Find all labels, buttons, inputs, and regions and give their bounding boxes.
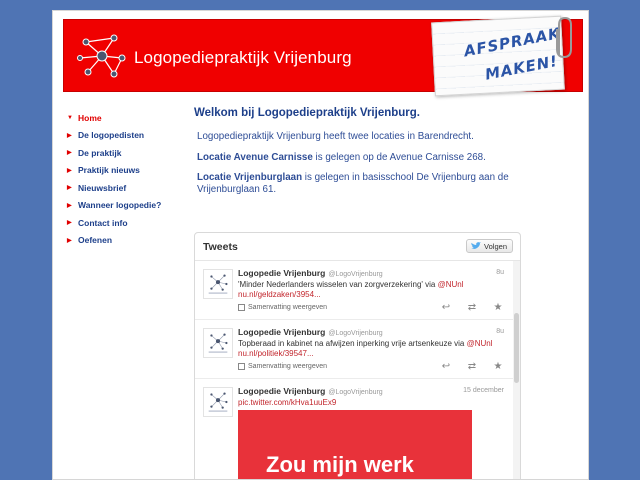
network-logo-icon[interactable] <box>74 30 130 82</box>
sidebar-item-nieuws[interactable] <box>67 162 187 180</box>
avatar[interactable] <box>203 328 233 358</box>
sidebar-item-label: Wanneer logopedie? <box>78 200 162 211</box>
sidebar-nav <box>67 109 187 249</box>
sidebar-item-label: Nieuwsbrief <box>78 182 127 193</box>
show-summary-link[interactable] <box>238 304 327 311</box>
tweet-time[interactable]: 15 december <box>463 387 504 394</box>
sidebar-item-label: Praktijk nieuws <box>78 165 140 176</box>
twitter-bird-icon <box>471 242 481 250</box>
appointment-note-button[interactable] <box>431 16 565 97</box>
sidebar-item-nieuwsbrief[interactable] <box>67 179 187 197</box>
main-content <box>194 107 524 204</box>
summary-icon <box>238 363 245 370</box>
tweet-mention-link[interactable]: @NUnl <box>437 280 464 289</box>
tweet-actions <box>440 361 504 372</box>
triangle-right-icon: ▶ <box>67 150 72 157</box>
retweet-icon[interactable]: ⇄ <box>467 361 477 372</box>
tweet-time[interactable]: 8u <box>496 269 504 276</box>
sidebar-item-label: De logopedisten <box>78 130 145 141</box>
location-paragraph-1 <box>197 152 527 164</box>
tweet-author-name: Logopedie Vrijenburg <box>238 386 326 396</box>
avatar[interactable] <box>203 387 233 417</box>
tweet-url-link[interactable]: pic.twitter.com/kHva1uuEx9 <box>238 398 337 407</box>
summary-icon <box>238 304 245 311</box>
intro-paragraph: Logopediepraktijk Vrijenburg heeft twee locaties in Barendrecht. <box>197 131 474 142</box>
triangle-right-icon: ▶ <box>67 220 72 227</box>
triangle-right-icon: ▶ <box>67 237 72 244</box>
tweet-url-link[interactable]: nu.nl/politiek/39547... <box>238 349 314 358</box>
page-title: Welkom bij Logopediepraktijk Vrijenburg. <box>194 107 420 119</box>
retweet-icon[interactable]: ⇄ <box>467 302 477 313</box>
triangle-right-icon: ▶ <box>67 202 72 209</box>
sidebar-item-contact[interactable] <box>67 214 187 232</box>
follow-button[interactable] <box>466 239 513 253</box>
reply-icon[interactable]: ↩ <box>441 361 451 372</box>
tweet-handle: @LogoVrijenburg <box>328 389 383 396</box>
show-summary-link[interactable] <box>238 363 327 370</box>
tweet-media-text: Zou mijn werk <box>266 452 414 477</box>
appointment-note-line1: AFSPRAAK <box>462 24 563 61</box>
tweet-handle: @LogoVrijenburg <box>328 330 383 337</box>
location-paragraph-2 <box>197 172 527 195</box>
tweet-author-name: Logopedie Vrijenburg <box>238 268 326 278</box>
appointment-note-line2: MAKEN! <box>483 51 560 84</box>
tweet-author[interactable] <box>238 327 383 337</box>
page-container <box>52 10 589 480</box>
triangle-right-icon: ▶ <box>67 185 72 192</box>
sidebar-item-label: Contact info <box>78 217 128 228</box>
sidebar-item-praktijk[interactable] <box>67 144 187 162</box>
site-title[interactable]: Logopediepraktijk Vrijenburg <box>134 48 352 67</box>
tweet-text <box>238 398 493 408</box>
scrollbar-thumb[interactable] <box>514 313 519 383</box>
tweet-time[interactable]: 8u <box>496 328 504 335</box>
summary-label: Samenvatting weergeven <box>248 363 327 370</box>
tweet-author-name: Logopedie Vrijenburg <box>238 327 326 337</box>
tweet-text <box>238 280 493 300</box>
tweet-item[interactable] <box>195 261 520 320</box>
twitter-title: Tweets <box>203 241 238 253</box>
tweet-text <box>238 339 493 359</box>
tweet-media-image[interactable] <box>238 410 472 480</box>
paperclip-icon <box>551 15 573 61</box>
sidebar-item-wanneer[interactable] <box>67 197 187 215</box>
sidebar-item-label: Oefenen <box>78 235 113 246</box>
location-text-1: is gelegen op de Avenue Carnisse 268. <box>312 151 486 163</box>
favorite-star-icon[interactable]: ★ <box>493 302 503 313</box>
sidebar-item-label: De praktijk <box>78 147 122 158</box>
sidebar-item-oefenen[interactable] <box>67 232 187 250</box>
tweet-author[interactable] <box>238 386 383 396</box>
tweet-author[interactable] <box>238 268 383 278</box>
tweet-body: 'Minder Nederlanders wisselen van zorgverzekering' via <box>238 280 438 289</box>
summary-label: Samenvatting weergeven <box>248 304 327 311</box>
tweet-item[interactable] <box>195 320 520 379</box>
tweet-url-link[interactable]: nu.nl/geldzaken/3954... <box>238 290 321 299</box>
triangle-right-icon: ▶ <box>67 167 72 174</box>
triangle-right-icon: ▶ <box>67 132 72 139</box>
location-text-2: is gelegen in basisschool De Vrijenburg aan de Vrijenburglaan 61. <box>197 172 509 195</box>
sidebar-item-logopedisten[interactable] <box>67 127 187 145</box>
twitter-header <box>195 233 520 261</box>
follow-label: Volgen <box>484 241 507 251</box>
tweet-handle: @LogoVrijenburg <box>328 271 383 278</box>
tweet-mention-link[interactable]: @NUnl <box>466 339 493 348</box>
location-name-2: Locatie Vrijenburglaan <box>197 172 303 183</box>
tweet-item[interactable] <box>195 379 520 480</box>
twitter-widget <box>194 232 521 480</box>
triangle-down-icon: ▼ <box>67 114 73 121</box>
favorite-star-icon[interactable]: ★ <box>493 361 503 372</box>
avatar[interactable] <box>203 269 233 299</box>
reply-icon[interactable]: ↩ <box>441 302 451 313</box>
twitter-scrollbar[interactable] <box>513 261 520 480</box>
tweet-body: Topberaad in kabinet na afwijzen inperking vrije artsenkeuze via <box>238 339 467 348</box>
sidebar-item-home[interactable] <box>67 109 187 127</box>
location-name-1: Locatie Avenue Carnisse <box>197 151 313 163</box>
tweet-actions <box>440 302 504 313</box>
sidebar-item-label: Home <box>78 112 102 123</box>
